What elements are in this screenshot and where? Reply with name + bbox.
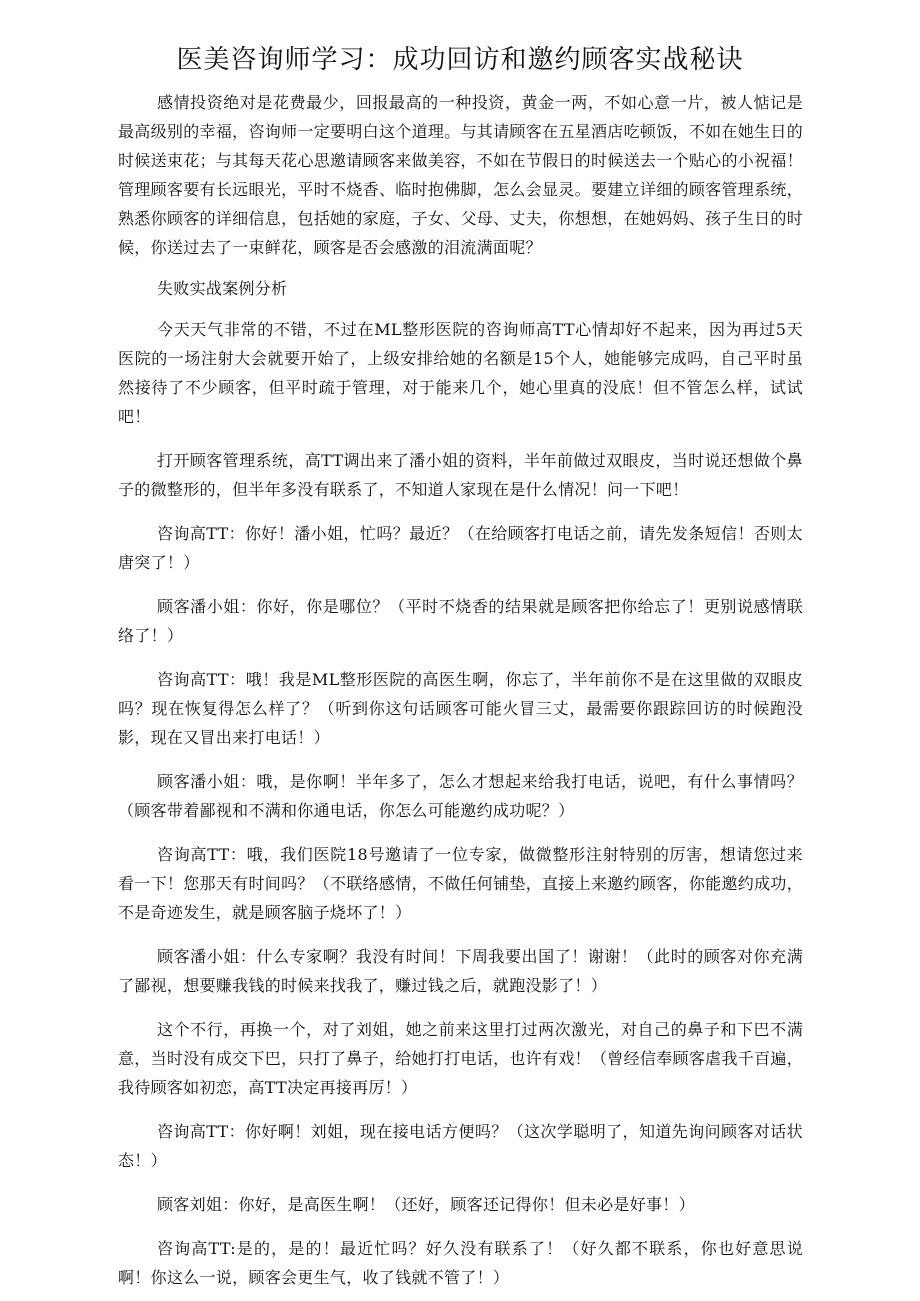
dialogue-paragraph: 咨询高TT：你好啊！刘姐，现在接电话方便吗？（这次学聪明了，知道先询问顾客对话状态！）: [118, 1122, 803, 1170]
paragraph: 打开顾客管理系统，高TT调出来了潘小姐的资料，半年前做过双眼皮，当时说还想做个鼻子的微整形的，但半年多没有联系了，不知道人家现在是什么情况！问一下吧！: [118, 451, 803, 499]
dialogue-paragraph: 顾客潘小姐：什么专家啊？我没有时间！下周我要出国了！谢谢！（此时的顾客对你充满了鄙视，想要赚我钱的时候来找我了，赚过钱之后，就跑没影了！）: [118, 947, 803, 995]
dialogue-paragraph: 咨询高TT：你好！潘小姐，忙吗？最近？（在给顾客打电话之前，请先发条短信！否则太唐突了！）: [118, 524, 803, 572]
paragraph: 这个不行，再换一个，对了刘姐，她之前来这里打过两次激光，对自己的鼻子和下巴不满意，当时没有成交下巴，只打了鼻子，给她打打电话，也许有戏！（曾经信奉顾客虐我千百遍，我待顾客如初恋，高TT决定再接再厉！）: [118, 1020, 803, 1097]
dialogue-paragraph: 咨询高TT:是的，是的！最近忙吗？好久没有联系了！（好久都不联系，你也好意思说啊！你这么一说，顾客会更生气，收了钱就不管了！）: [118, 1239, 803, 1287]
document-title: 医美咨询师学习：成功回访和邀约顾客实战秘诀: [176, 45, 744, 75]
dialogue-paragraph: 顾客潘小姐：哦，是你啊！半年多了，怎么才想起来给我打电话，说吧，有什么事情吗？（顾客带着鄙视和不满和你通电话，你怎么可能邀约成功呢？）: [118, 772, 803, 820]
dialogue-paragraph: 咨询高TT：哦！我是ML整形医院的高医生啊，你忘了，半年前你不是在这里做的双眼皮吗？现在恢复得怎么样了？（听到你这句话顾客可能火冒三丈，最需要你跟踪回访的时候跑没影，现在又冒出来打电话！）: [118, 670, 803, 747]
dialogue-paragraph: 顾客刘姐：你好，是高医生啊！（还好，顾客还记得你！但未必是好事！）: [157, 1195, 695, 1214]
dialogue-paragraph: 咨询高TT：哦，我们医院18号邀请了一位专家，做微整形注射特别的厉害，想请您过来看一下！您那天有时间吗？（不联络感情，不做任何铺垫，直接上来邀约顾客，你能邀约成功，不是奇迹发生，就是顾客脑子烧坏了！）: [118, 845, 803, 922]
dialogue-paragraph: 顾客潘小姐：你好，你是哪位？（平时不烧香的结果就是顾客把你给忘了！更别说感情联络了！）: [118, 597, 803, 645]
section-heading: 失败实战案例分析: [157, 279, 288, 298]
paragraph: 今天天气非常的不错，不过在ML整形医院的咨询师高TT心情却好不起来，因为再过5天医院的一场注射大会就要开始了，上级安排给她的名额是15个人，她能够完成吗，自己平时虽然接待了不少顾客，但平时疏于管理，对于能来几个，她心里真的没底！但不管怎么样，试试吧！: [118, 320, 803, 426]
paragraph-intro: 感情投资绝对是花费最少，回报最高的一种投资，黄金一两，不如心意一片，被人惦记是最高级别的幸福，咨询师一定要明白这个道理。与其请顾客在五星酒店吃顿饭，不如在她生日的时候送束花；与其每天花心思邀请顾客来做美容，不如在节假日的时候送去一个贴心的小祝福！管理顾客要有长远眼光，平时不烧香、临时抱佛脚，怎么会显灵。要建立详细的顾客管理系统，熟悉你顾客的详细信息，包括她的家庭，子女、父母、丈夫，你想想，在她妈妈、孩子生日的时候，你送过去了一束鲜花，顾客是否会感激的泪流满面呢？: [118, 93, 803, 257]
document-body: [118, 88, 803, 1292]
